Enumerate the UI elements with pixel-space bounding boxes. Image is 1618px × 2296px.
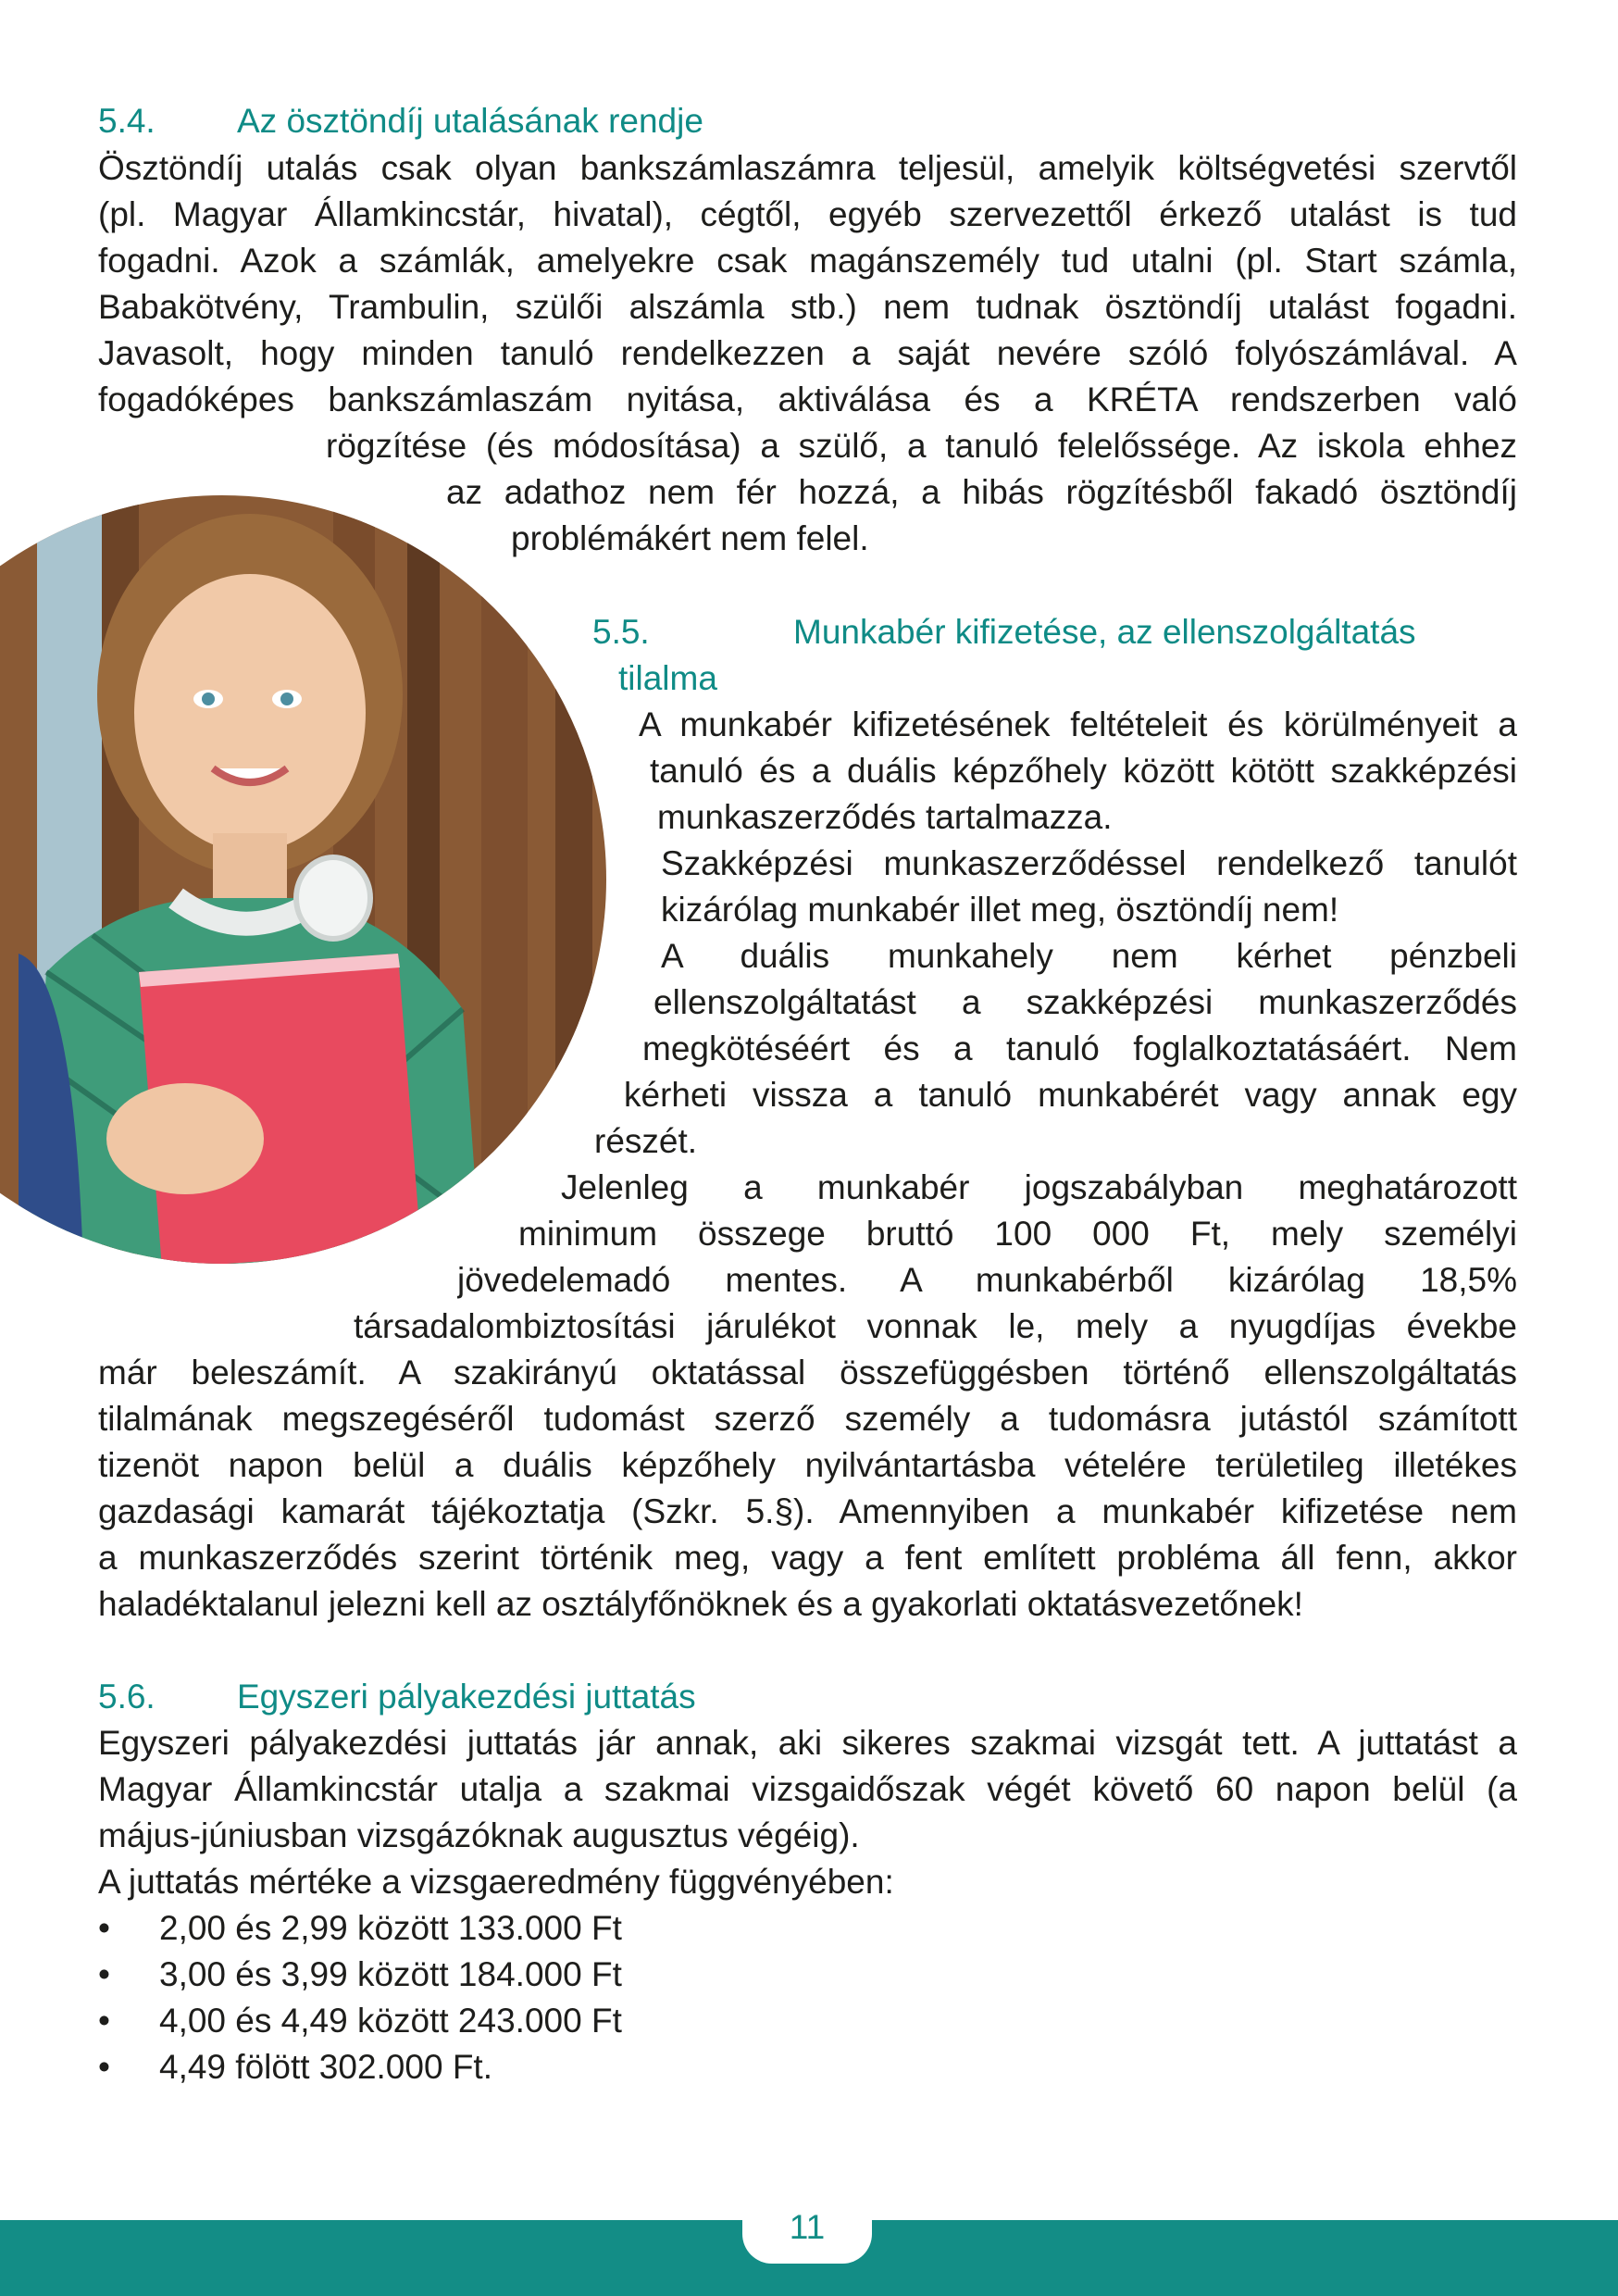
paragraph-line: Egyszeri pályakezdési juttatás jár annak, aki sikeres szakmai vizsgát tett. A juttatást a — [98, 1724, 1517, 1762]
paragraph-line: a munkaszerződés szerint történik meg, vagy a fent említett probléma áll fenn, akkor — [98, 1539, 1517, 1577]
paragraph-line: ellenszolgáltatást a szakképzési munkaszerződés — [653, 983, 1517, 1021]
paragraph-line: munkaszerződés tartalmazza. — [657, 798, 1113, 836]
paragraph-line: már beleszámít. A szakirányú oktatással összefüggésben történő ellenszolgáltatás — [98, 1354, 1517, 1391]
list-item-text: 2,00 és 2,99 között 133.000 Ft — [159, 1909, 622, 1947]
paragraph-line: megkötéséért és a tanuló foglalkoztatásáért. Nem — [642, 1029, 1517, 1067]
paragraph-line: A duális munkahely nem kérhet pénzbeli — [661, 937, 1517, 975]
paragraph-line: tizenöt napon belül a duális képzőhely nyilvántartásba vételére területileg illetékes — [98, 1446, 1517, 1484]
section-title: Az ösztöndíj utalásának rendje — [237, 102, 703, 140]
list-item — [98, 1998, 622, 2044]
list-item-text: 3,00 és 3,99 között 184.000 Ft — [159, 1955, 622, 1993]
bullet-icon: • — [98, 2002, 110, 2040]
paragraph-line: Jelenleg a munkabér jogszabályban meghatározott — [561, 1168, 1517, 1206]
paragraph-line: fogadóképes bankszámlaszám nyitása, aktiválása és a KRÉTA rendszerben való — [98, 381, 1517, 418]
section-title: Munkabér kifizetése, az ellenszolgáltatás — [793, 613, 1416, 651]
section-number: 5.6. — [98, 1678, 156, 1716]
paragraph-line: az adathoz nem fér hozzá, a hibás rögzítésből fakadó ösztöndíj — [446, 473, 1517, 511]
paragraph-line: A juttatás mértéke a vizsgaeredmény függvényében: — [98, 1863, 894, 1901]
paragraph-line: problémákért nem felel. — [511, 519, 869, 557]
paragraph-line: társadalombiztosítási járulékot vonnak le, mely a nyugdíjas évekbe — [354, 1307, 1517, 1345]
section-number: 5.4. — [98, 102, 156, 140]
bullet-icon: • — [98, 1909, 110, 1947]
section-number: 5.5. — [592, 613, 650, 651]
paragraph-line: Javasolt, hogy minden tanuló rendelkezzen a saját nevére szóló folyószámlával. A — [98, 334, 1517, 372]
list-item — [98, 1905, 622, 1952]
paragraph-line: fogadni. Azok a számlák, amelyekre csak magánszemély tud utalni (pl. Start számla, — [98, 242, 1517, 280]
page-number: 11 — [789, 2208, 826, 2246]
list-item-text: 4,49 fölött 302.000 Ft. — [159, 2048, 492, 2086]
paragraph-line: május-júniusban vizsgázóknak augusztus végéig). — [98, 1816, 860, 1854]
list-item — [98, 2044, 492, 2090]
paragraph-line: rögzítése (és módosítása) a szülő, a tanuló felelőssége. Az iskola ehhez — [326, 427, 1517, 465]
bullet-icon: • — [98, 2048, 110, 2086]
paragraph-line: Magyar Államkincstár utalja a szakmai vizsgaidőszak végét követő 60 napon belül (a — [98, 1770, 1517, 1808]
section-title: Egyszeri pályakezdési juttatás — [237, 1678, 696, 1716]
paragraph-line: haladéktalanul jelezni kell az osztályfőnöknek és a gyakorlati oktatásvezetőnek! — [98, 1585, 1303, 1623]
section-title-continued: tilalma — [618, 659, 717, 697]
paragraph-line: gazdasági kamarát tájékoztatja (Szkr. 5.§). Amennyiben a munkabér kifizetése nem — [98, 1492, 1517, 1530]
paragraph-line: Babakötvény, Trambulin, szülői alszámla stb.) nem tudnak ösztöndíj utalást fogadni. — [98, 288, 1517, 326]
paragraph-line: Szakképzési munkaszerződéssel rendelkező tanulót — [661, 844, 1517, 882]
paragraph-line: tilalmának megszegéséről tudomást szerző személy a tudomásra jutástól számított — [98, 1400, 1517, 1438]
section-5-4-heading — [98, 98, 703, 144]
list-item — [98, 1952, 622, 1998]
paragraph-line: tanuló és a duális képzőhely között kötött szakképzési — [650, 752, 1517, 790]
list-item-text: 4,00 és 4,49 között 243.000 Ft — [159, 2002, 622, 2040]
paragraph-line: (pl. Magyar Államkincstár, hivatal), cégtől, egyéb szervezettől érkező utalást is tud — [98, 195, 1517, 233]
student-photo — [0, 491, 629, 1268]
bullet-icon: • — [98, 1955, 110, 1993]
paragraph-line: kérheti vissza a tanuló munkabérét vagy annak egy — [624, 1076, 1517, 1114]
paragraph-line: kizárólag munkabér illet meg, ösztöndíj nem! — [661, 891, 1339, 929]
paragraph-line: jövedelemadó mentes. A munkabérből kizárólag 18,5% — [457, 1261, 1517, 1299]
paragraph-line: Ösztöndíj utalás csak olyan bankszámlaszámra teljesül, amelyik költségvetési szervtől — [98, 149, 1517, 187]
paragraph-line: A munkabér kifizetésének feltételeit és körülményeit a — [639, 705, 1517, 743]
section-5-6-heading — [98, 1674, 696, 1720]
paragraph-line: minimum összege bruttó 100 000 Ft, mely személyi — [518, 1215, 1517, 1253]
paragraph-line: részét. — [594, 1122, 698, 1160]
section-5-5-heading — [592, 609, 650, 655]
